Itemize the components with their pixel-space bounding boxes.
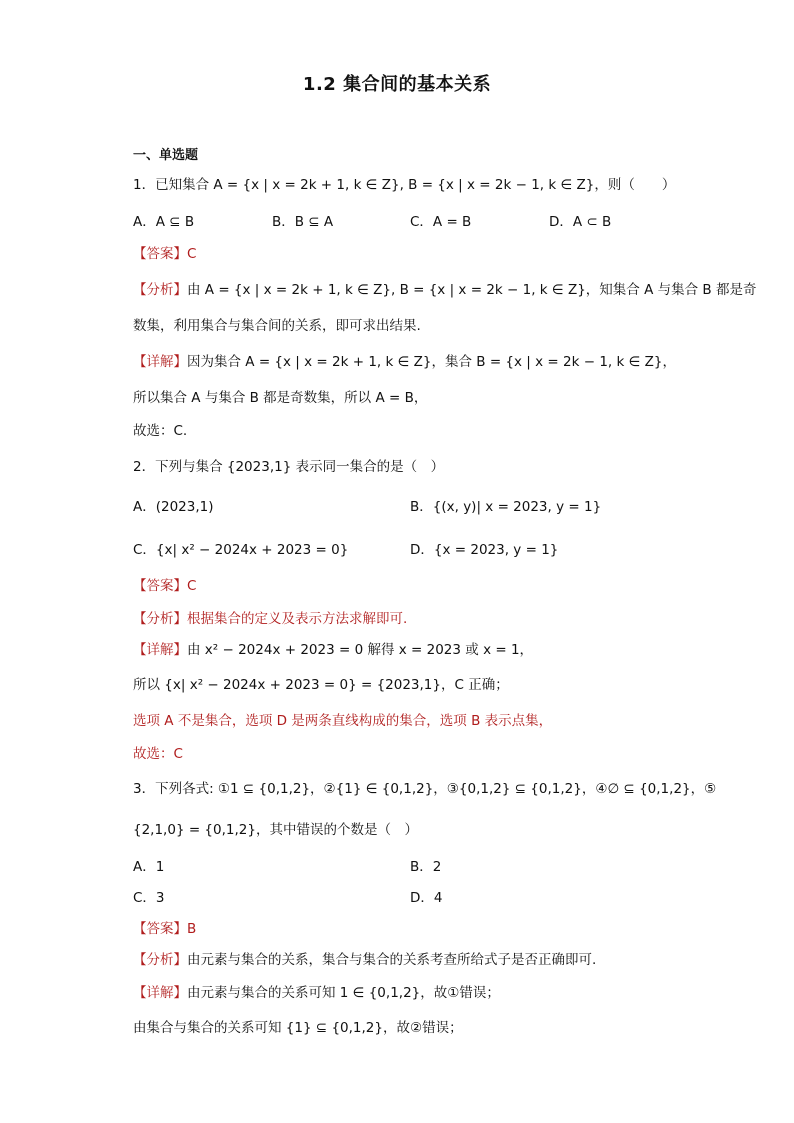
q2-option-c: C．{x| x² − 2024x + 2023 = 0}: [133, 542, 349, 558]
q3-option-a: A．1: [133, 859, 165, 875]
q1-option-b: B．B ⊆ A: [272, 214, 334, 230]
q2-detail-line-2: 所以 {x| x² − 2024x + 2023 = 0} = {2023,1}，C 正确；: [133, 677, 509, 693]
q1-option-a: A．A ⊆ B: [133, 214, 195, 230]
answer-tag: 【答案】: [133, 246, 187, 262]
q1-detail-line-2: 所以集合 A 与集合 B 都是奇数集，所以 A = B，: [133, 390, 428, 406]
q1-option-c: C．A = B: [410, 214, 472, 230]
analysis-tag: 【分析】: [133, 952, 187, 968]
detail-tag: 【详解】: [133, 985, 187, 1001]
q2-detail-line-1: [133, 640, 533, 660]
q3-detail-line-1: [133, 983, 500, 1003]
answer-value: C: [187, 578, 197, 594]
detail-text: 因为集合 A = {x | x = 2k + 1, k ∈ Z}，集合 B = {x | x = 2k − 1, k ∈ Z}，: [187, 354, 676, 370]
q3-analysis: [133, 950, 596, 970]
q2-stem: 2．下列与集合 {2023,1} 表示同一集合的是（ ）: [133, 459, 445, 475]
q3-stem-line-1: 3．下列各式: ①1 ⊆ {0,1,2}，②{1} ∈ {0,1,2}，③{0,1,2} ⊆ {0,1,2}，④∅ ⊆ {0,1,2}，⑤: [133, 781, 717, 797]
q2-detail-line-3: 选项 A 不是集合，选项 D 是两条直线构成的集合，选项 B 表示点集，: [133, 713, 553, 729]
q3-option-b: B．2: [410, 859, 442, 875]
section-heading: 一、单选题: [133, 148, 199, 163]
analysis-tag: 【分析】: [133, 282, 187, 298]
q3-answer: [133, 919, 196, 939]
q2-analysis: [133, 609, 407, 629]
analysis-tag: 【分析】: [133, 611, 187, 627]
q2-option-b: B．{(x, y)| x = 2023, y = 1}: [410, 499, 602, 515]
q2-answer: [133, 576, 196, 596]
q3-detail-line-2: 由集合与集合的关系可知 {1} ⊆ {0,1,2}，故②错误；: [133, 1020, 463, 1036]
q1-analysis-line-2: 数集，利用集合与集合间的关系，即可求出结果.: [133, 318, 421, 334]
detail-text: 由 x² − 2024x + 2023 = 0 解得 x = 2023 或 x = 1，: [187, 642, 534, 658]
detail-tag: 【详解】: [133, 642, 187, 658]
analysis-text: 根据集合的定义及表示方法求解即可.: [187, 611, 408, 627]
analysis-text: 由 A = {x | x = 2k + 1, k ∈ Z}, B = {x | x = 2k − 1, k ∈ Z}，知集合 A 与集合 B 都是奇: [187, 282, 757, 298]
detail-tag: 【详解】: [133, 354, 187, 370]
q1-detail-line-1: [133, 352, 676, 372]
q2-option-a: A．(2023,1): [133, 499, 214, 515]
q3-option-d: D．4: [410, 890, 443, 906]
q1-option-d: D．A ⊂ B: [549, 214, 612, 230]
q2-option-d: D．{x = 2023, y = 1}: [410, 542, 559, 558]
answer-value: C: [187, 246, 197, 262]
page-title: 1.2 集合间的基本关系: [302, 74, 492, 95]
analysis-text: 由元素与集合的关系，集合与集合的关系考查所给式子是否正确即可.: [187, 952, 597, 968]
q3-stem-line-2: {2,1,0} = {0,1,2}，其中错误的个数是（ ）: [133, 822, 418, 838]
answer-value: B: [187, 921, 197, 937]
q1-stem: 1．已知集合 A = {x | x = 2k + 1, k ∈ Z}, B = {x | x = 2k − 1, k ∈ Z}，则（ ）: [133, 177, 676, 193]
q1-answer: [133, 244, 196, 264]
q1-analysis-line-1: [133, 280, 756, 300]
detail-text: 由元素与集合的关系可知 1 ∈ {0,1,2}，故①错误；: [187, 985, 500, 1001]
answer-tag: 【答案】: [133, 921, 187, 937]
q1-conclusion: 故选：C.: [133, 423, 188, 439]
answer-tag: 【答案】: [133, 578, 187, 594]
q3-option-c: C．3: [133, 890, 165, 906]
q2-conclusion: 故选：C: [133, 746, 183, 762]
